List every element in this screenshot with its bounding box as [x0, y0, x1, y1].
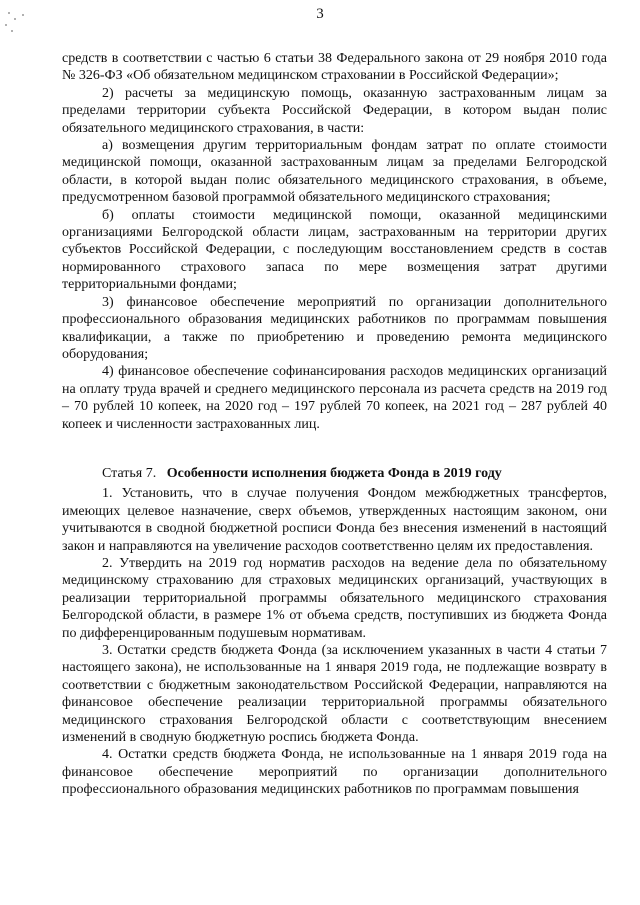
document-body — [62, 50, 607, 799]
article-paragraph-2: 2. Утвердить на 2019 год норматив расходов на ведение дела по обязательному медицинскому страхованию для страховых медицинских организаций, участвующих в реализации территориальной программы обязательного медицинского страхования Белгородской области, в размере 1% от объема средств, поступивших из бюджета Фонда по дифференцированным подушевым нормативам. — [62, 555, 607, 641]
paragraph-item-2: 2) расчеты за медицинскую помощь, оказанную застрахованным лицам за пределами территории субъекта Российской Федерации, в котором выдан полис обязательного медицинского страхования, в части: — [62, 85, 607, 136]
page-number: 3 — [316, 6, 324, 22]
article-paragraph-4: 4. Остатки средств бюджета Фонда, не использованные на 1 января 2019 года на финансовое обеспечение мероприятий по организации дополнительного профессионального образования медицинских работников по программам повышения — [62, 747, 607, 798]
article-title: Особенности исполнения бюджета Фонда в 2019 году — [166, 465, 502, 481]
article-label: Статья 7. — [102, 465, 157, 481]
article-heading — [62, 465, 607, 482]
paragraph-item-3: 3) финансовое обеспечение мероприятий по организации дополнительного профессионального образования медицинских работников по программам повышения квалификации, а также по приобретению и проведению ремонта медицинского оборудования; — [62, 294, 607, 362]
article-paragraph-1: 1. Установить, что в случае получения Фондом межбюджетных трансфертов, имеющих целевое назначение, сверх объемов, утвержденных настоящим законом, они учитываются в сводной бюджетной росписи Фонда без внесения изменений в настоящий закон и направляются на увеличение расходов соответственно целям их предоставления. — [62, 486, 607, 554]
article-paragraph-3: 3. Остатки средств бюджета Фонда (за исключением указанных в части 4 статьи 7 настоящего закона), не использованные на 1 января 2019 года, не подлежащие возврату в соответствии с бюджетным законодательством Российской Федерации, направляются на финансовое обеспечение реализации территориальной программы обязательного медицинского страхования Белгородской области с соответствующим внесением изменений в сводную бюджетную роспись бюджета Фонда. — [62, 643, 607, 746]
paragraph-subitem-a: а) возмещения другим территориальным фондам затрат по оплате стоимости медицинской помощи, оказанной застрахованным лицам за пределами Белгородской области, в которой выдан полис обязательного медицинского страхования, в объеме, предусмотренном базовой программой обязательного медицинского страхования; — [62, 138, 607, 206]
paragraph-item-4: 4) финансовое обеспечение софинансирования расходов медицинских организаций на оплату труда врачей и среднего медицинского персонала из расчета средств на 2019 год – 70 рублей 10 копеек, на 2020 год – 197 рублей 70 копеек, на 2021 год – 287 рублей 40 копеек и численности застрахованных лиц. — [62, 364, 607, 432]
paragraph-subitem-b: б) оплаты стоимости медицинской помощи, оказанной медицинскими организациями Белгородской области лицам, застрахованным на территории других субъектов Российской Федерации, с последующим восстановлением средств в состав нормированного страхового запаса по мере возмещения затрат другими территориальными фондами; — [62, 207, 607, 293]
paragraph-continuation: средств в соответствии с частью 6 статьи 38 Федерального закона от 29 ноября 2010 года № 326-ФЗ «Об обязательном медицинском страховании в Российской Федерации»; — [62, 51, 607, 84]
